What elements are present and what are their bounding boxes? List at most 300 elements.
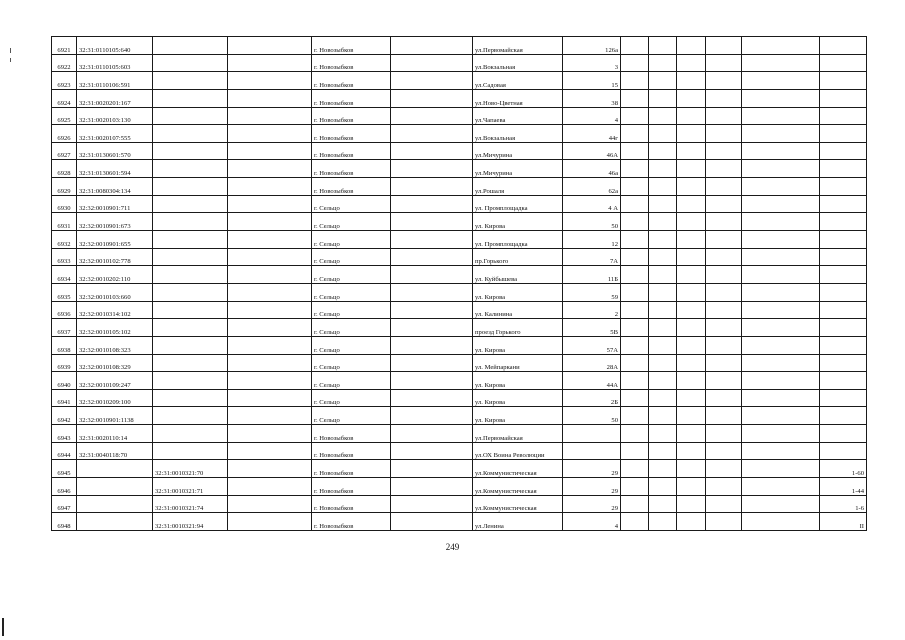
cell-empty xyxy=(649,319,677,337)
cell-empty xyxy=(677,54,706,72)
cell-cadastral-number: 32:32:0010109:247 xyxy=(77,372,153,390)
cell-empty xyxy=(649,142,677,160)
cell-empty xyxy=(649,283,677,301)
cell-empty xyxy=(621,89,649,107)
cell-apartment xyxy=(820,354,867,372)
cell-empty xyxy=(742,231,820,249)
cell-empty xyxy=(742,125,820,143)
cell-empty xyxy=(677,231,706,249)
cell-empty xyxy=(228,283,312,301)
cell-record-number: 6942 xyxy=(52,407,77,425)
cell-empty xyxy=(391,513,473,531)
cell-record-number: 6943 xyxy=(52,425,77,443)
cell-house-number: 126а xyxy=(563,37,621,55)
cell-empty xyxy=(649,513,677,531)
cell-empty xyxy=(677,495,706,513)
cell-building-cadastral-number xyxy=(153,231,228,249)
cell-empty xyxy=(391,231,473,249)
cell-empty xyxy=(391,460,473,478)
cell-empty xyxy=(621,54,649,72)
cell-house-number: 29 xyxy=(563,460,621,478)
cell-empty xyxy=(742,389,820,407)
cell-empty xyxy=(677,319,706,337)
cell-empty xyxy=(621,195,649,213)
cell-empty xyxy=(228,178,312,196)
cell-record-number: 6933 xyxy=(52,248,77,266)
cell-empty xyxy=(228,372,312,390)
cell-city: г. Новозыбков xyxy=(312,54,391,72)
cell-empty xyxy=(706,248,742,266)
cell-empty xyxy=(706,266,742,284)
cell-empty xyxy=(742,372,820,390)
cell-empty xyxy=(391,160,473,178)
cell-empty xyxy=(228,231,312,249)
cell-house-number: 29 xyxy=(563,495,621,513)
cell-city: г. Новозыбков xyxy=(312,425,391,443)
cell-apartment xyxy=(820,442,867,460)
cell-record-number: 6944 xyxy=(52,442,77,460)
cell-empty xyxy=(706,319,742,337)
cell-apartment xyxy=(820,301,867,319)
cell-cadastral-number: 32:31:0110105:603 xyxy=(77,54,153,72)
cell-street: проезд Горького xyxy=(473,319,563,337)
cell-empty xyxy=(621,37,649,55)
cell-empty xyxy=(621,125,649,143)
cell-empty xyxy=(621,319,649,337)
cell-street: ул. Кирова xyxy=(473,372,563,390)
cell-cadastral-number: 32:32:0010901:673 xyxy=(77,213,153,231)
cell-empty xyxy=(391,283,473,301)
cell-empty xyxy=(706,301,742,319)
cell-apartment xyxy=(820,72,867,90)
cell-cadastral-number xyxy=(77,460,153,478)
cell-empty xyxy=(677,283,706,301)
cell-empty xyxy=(742,142,820,160)
cell-city: г. Новозыбков xyxy=(312,107,391,125)
cell-building-cadastral-number xyxy=(153,160,228,178)
cell-building-cadastral-number xyxy=(153,266,228,284)
cell-city: г. Сельцо xyxy=(312,301,391,319)
cell-empty xyxy=(706,407,742,425)
cell-street: ул.Вокзальная xyxy=(473,125,563,143)
cell-street: ул.Первомайская xyxy=(473,425,563,443)
cell-city: г. Новозыбков xyxy=(312,478,391,496)
cell-house-number: 4 xyxy=(563,513,621,531)
cell-empty xyxy=(742,178,820,196)
cell-empty xyxy=(677,442,706,460)
cell-record-number: 6945 xyxy=(52,460,77,478)
table-row xyxy=(52,195,867,213)
cell-cadastral-number xyxy=(77,513,153,531)
cell-empty xyxy=(649,195,677,213)
cell-empty xyxy=(742,89,820,107)
cell-empty xyxy=(621,460,649,478)
cell-street: ул. Кирова xyxy=(473,389,563,407)
cell-empty xyxy=(391,478,473,496)
cell-house-number: 57А xyxy=(563,336,621,354)
registry-table xyxy=(51,36,867,531)
cell-empty xyxy=(677,142,706,160)
cell-empty xyxy=(391,178,473,196)
cell-house-number: 11Б xyxy=(563,266,621,284)
cell-apartment: II xyxy=(820,513,867,531)
cell-street: ул. Куйбышева xyxy=(473,266,563,284)
cell-empty xyxy=(391,319,473,337)
cell-empty xyxy=(742,54,820,72)
cell-building-cadastral-number xyxy=(153,301,228,319)
cell-empty xyxy=(391,425,473,443)
cell-empty xyxy=(742,266,820,284)
cell-empty xyxy=(391,248,473,266)
cell-empty xyxy=(391,336,473,354)
cell-cadastral-number: 32:31:0020107:555 xyxy=(77,125,153,143)
cell-building-cadastral-number xyxy=(153,142,228,160)
cell-cadastral-number: 32:31:0110105:640 xyxy=(77,37,153,55)
cell-empty xyxy=(391,301,473,319)
cell-empty xyxy=(228,213,312,231)
cell-empty xyxy=(677,195,706,213)
cell-empty xyxy=(391,213,473,231)
cell-empty xyxy=(706,160,742,178)
cell-building-cadastral-number xyxy=(153,195,228,213)
cell-empty xyxy=(391,195,473,213)
table-row xyxy=(52,460,867,478)
cell-record-number: 6927 xyxy=(52,142,77,160)
cell-house-number: 2Б xyxy=(563,389,621,407)
cell-street: ул.Мичурина xyxy=(473,142,563,160)
table-row xyxy=(52,407,867,425)
table-row xyxy=(52,442,867,460)
cell-city: г. Новозыбков xyxy=(312,125,391,143)
cell-empty xyxy=(228,389,312,407)
cell-city: г. Новозыбков xyxy=(312,142,391,160)
table-row xyxy=(52,513,867,531)
cell-record-number: 6935 xyxy=(52,283,77,301)
cell-empty xyxy=(677,301,706,319)
cell-building-cadastral-number xyxy=(153,107,228,125)
cell-record-number: 6926 xyxy=(52,125,77,143)
cell-city: г. Новозыбков xyxy=(312,72,391,90)
cell-empty xyxy=(649,354,677,372)
cell-building-cadastral-number xyxy=(153,407,228,425)
cell-empty xyxy=(706,89,742,107)
cell-house-number: 28А xyxy=(563,354,621,372)
cell-empty xyxy=(742,442,820,460)
cell-apartment xyxy=(820,319,867,337)
table-row xyxy=(52,266,867,284)
table-row xyxy=(52,160,867,178)
cell-empty xyxy=(677,336,706,354)
cell-cadastral-number: 32:32:0010108:323 xyxy=(77,336,153,354)
cell-apartment xyxy=(820,336,867,354)
table-row xyxy=(52,283,867,301)
cell-building-cadastral-number xyxy=(153,319,228,337)
cell-empty xyxy=(677,107,706,125)
cell-empty xyxy=(742,495,820,513)
cell-empty xyxy=(228,107,312,125)
cell-building-cadastral-number xyxy=(153,54,228,72)
cell-empty xyxy=(706,372,742,390)
cell-cadastral-number: 32:32:0010102:778 xyxy=(77,248,153,266)
cell-empty xyxy=(742,354,820,372)
cell-city: г. Сельцо xyxy=(312,266,391,284)
cell-empty xyxy=(742,301,820,319)
cell-city: г. Сельцо xyxy=(312,407,391,425)
cell-empty xyxy=(621,178,649,196)
cell-street: ул.Чапаева xyxy=(473,107,563,125)
cell-street: ул. Промплощадка xyxy=(473,195,563,213)
cell-empty xyxy=(742,407,820,425)
table-row xyxy=(52,89,867,107)
cell-street: ул.Коммунистическая xyxy=(473,478,563,496)
table-row xyxy=(52,301,867,319)
cell-city: г. Сельцо xyxy=(312,213,391,231)
cell-empty xyxy=(391,37,473,55)
cell-empty xyxy=(391,389,473,407)
cell-empty xyxy=(649,107,677,125)
cell-empty xyxy=(621,142,649,160)
table-row xyxy=(52,178,867,196)
cell-record-number: 6925 xyxy=(52,107,77,125)
cell-empty xyxy=(706,495,742,513)
cell-house-number: 2 xyxy=(563,301,621,319)
cell-empty xyxy=(706,354,742,372)
cell-building-cadastral-number: 32:31:0010321:94 xyxy=(153,513,228,531)
cell-building-cadastral-number xyxy=(153,89,228,107)
cell-building-cadastral-number xyxy=(153,389,228,407)
table-row xyxy=(52,319,867,337)
cell-cadastral-number: 32:32:0010209:100 xyxy=(77,389,153,407)
cell-apartment xyxy=(820,389,867,407)
cell-empty xyxy=(621,478,649,496)
cell-empty xyxy=(228,460,312,478)
cell-empty xyxy=(742,513,820,531)
cell-empty xyxy=(742,195,820,213)
cell-building-cadastral-number xyxy=(153,372,228,390)
cell-house-number xyxy=(563,425,621,443)
cell-building-cadastral-number xyxy=(153,425,228,443)
cell-empty xyxy=(228,319,312,337)
cell-cadastral-number: 32:31:0020110:14 xyxy=(77,425,153,443)
cell-empty xyxy=(742,72,820,90)
cell-building-cadastral-number: 32:31:0010321:70 xyxy=(153,460,228,478)
cell-house-number: 12 xyxy=(563,231,621,249)
table-row xyxy=(52,125,867,143)
cell-building-cadastral-number xyxy=(153,72,228,90)
cell-empty xyxy=(742,283,820,301)
table-row xyxy=(52,54,867,72)
table-row xyxy=(52,248,867,266)
cell-empty xyxy=(621,283,649,301)
cell-house-number: 5В xyxy=(563,319,621,337)
cell-city: г. Сельцо xyxy=(312,389,391,407)
cell-empty xyxy=(649,372,677,390)
table-row xyxy=(52,142,867,160)
cell-empty xyxy=(649,336,677,354)
cell-empty xyxy=(621,425,649,443)
cell-empty xyxy=(391,354,473,372)
cell-record-number: 6921 xyxy=(52,37,77,55)
cell-empty xyxy=(649,442,677,460)
cell-apartment xyxy=(820,213,867,231)
cell-cadastral-number: 32:31:0130601:570 xyxy=(77,142,153,160)
cell-house-number: 46а xyxy=(563,160,621,178)
scan-margin-mark xyxy=(10,58,11,62)
cell-empty xyxy=(742,425,820,443)
cell-empty xyxy=(391,442,473,460)
cell-record-number: 6922 xyxy=(52,54,77,72)
cell-empty xyxy=(228,266,312,284)
cell-apartment xyxy=(820,107,867,125)
cell-empty xyxy=(649,425,677,443)
cell-empty xyxy=(391,72,473,90)
cell-city: г. Новозыбков xyxy=(312,495,391,513)
cell-street: ул.Ново-Цветная xyxy=(473,89,563,107)
cell-apartment xyxy=(820,283,867,301)
cell-empty xyxy=(228,89,312,107)
cell-empty xyxy=(649,301,677,319)
table-row xyxy=(52,354,867,372)
cell-street: ул.Коммунистическая xyxy=(473,495,563,513)
cell-building-cadastral-number xyxy=(153,354,228,372)
cell-apartment xyxy=(820,125,867,143)
cell-empty xyxy=(228,72,312,90)
table-row xyxy=(52,389,867,407)
cell-record-number: 6940 xyxy=(52,372,77,390)
cell-empty xyxy=(649,478,677,496)
cell-empty xyxy=(677,248,706,266)
cell-building-cadastral-number xyxy=(153,283,228,301)
cell-empty xyxy=(649,213,677,231)
cell-empty xyxy=(742,478,820,496)
cell-empty xyxy=(677,89,706,107)
cell-city: г. Новозыбков xyxy=(312,37,391,55)
cell-cadastral-number: 32:32:0010202:110 xyxy=(77,266,153,284)
cell-building-cadastral-number xyxy=(153,248,228,266)
cell-empty xyxy=(621,336,649,354)
cell-house-number: 44г xyxy=(563,125,621,143)
cell-empty xyxy=(706,442,742,460)
cell-empty xyxy=(677,513,706,531)
cell-house-number: 38 xyxy=(563,89,621,107)
cell-city: г. Новозыбков xyxy=(312,89,391,107)
table-row xyxy=(52,336,867,354)
cell-house-number: 15 xyxy=(563,72,621,90)
cell-empty xyxy=(742,37,820,55)
cell-empty xyxy=(391,54,473,72)
cell-empty xyxy=(391,107,473,125)
cell-street: ул.Рошаля xyxy=(473,178,563,196)
cell-building-cadastral-number xyxy=(153,125,228,143)
cell-empty xyxy=(228,354,312,372)
table-row xyxy=(52,372,867,390)
cell-building-cadastral-number xyxy=(153,37,228,55)
cell-apartment xyxy=(820,160,867,178)
cell-street: ул. Кирова xyxy=(473,213,563,231)
cell-apartment xyxy=(820,54,867,72)
cell-street: ул.Вокзальная xyxy=(473,54,563,72)
cell-empty xyxy=(228,425,312,443)
scan-margin-mark xyxy=(10,48,11,53)
cell-empty xyxy=(649,125,677,143)
cell-empty xyxy=(228,513,312,531)
table-row xyxy=(52,107,867,125)
table-row xyxy=(52,213,867,231)
cell-cadastral-number: 32:32:0010108:329 xyxy=(77,354,153,372)
cell-empty xyxy=(742,460,820,478)
cell-empty xyxy=(706,195,742,213)
cell-street: ул.ОХ Воина Революции xyxy=(473,442,563,460)
cell-empty xyxy=(621,248,649,266)
cell-empty xyxy=(677,372,706,390)
cell-building-cadastral-number xyxy=(153,442,228,460)
cell-house-number: 50 xyxy=(563,213,621,231)
cell-empty xyxy=(742,319,820,337)
cell-city: г. Сельцо xyxy=(312,319,391,337)
scan-margin-mark xyxy=(2,618,4,636)
cell-record-number: 6923 xyxy=(52,72,77,90)
cell-empty xyxy=(621,495,649,513)
cell-empty xyxy=(742,160,820,178)
table-row xyxy=(52,425,867,443)
cell-empty xyxy=(677,160,706,178)
cell-empty xyxy=(706,513,742,531)
cell-empty xyxy=(621,72,649,90)
cell-city: г. Новозыбков xyxy=(312,178,391,196)
cell-cadastral-number: 32:32:0010901:655 xyxy=(77,231,153,249)
cell-empty xyxy=(228,442,312,460)
cell-cadastral-number xyxy=(77,478,153,496)
cell-record-number: 6937 xyxy=(52,319,77,337)
cell-empty xyxy=(391,372,473,390)
cell-house-number: 50 xyxy=(563,407,621,425)
cell-house-number: 44А xyxy=(563,372,621,390)
cell-empty xyxy=(391,495,473,513)
cell-city: г. Сельцо xyxy=(312,231,391,249)
cell-city: г. Сельцо xyxy=(312,195,391,213)
cell-empty xyxy=(649,495,677,513)
cell-house-number: 46А xyxy=(563,142,621,160)
cell-empty xyxy=(706,283,742,301)
cell-empty xyxy=(649,407,677,425)
cell-street: ул.Ленина xyxy=(473,513,563,531)
cell-empty xyxy=(228,407,312,425)
cell-house-number: 7А xyxy=(563,248,621,266)
cell-apartment xyxy=(820,266,867,284)
cell-empty xyxy=(228,195,312,213)
cell-empty xyxy=(706,107,742,125)
cell-city: г. Новозыбков xyxy=(312,442,391,460)
cell-empty xyxy=(677,178,706,196)
cell-apartment xyxy=(820,372,867,390)
cell-empty xyxy=(706,178,742,196)
cell-city: г. Новозыбков xyxy=(312,460,391,478)
cell-apartment xyxy=(820,89,867,107)
cell-building-cadastral-number: 32:31:0010321:71 xyxy=(153,478,228,496)
cell-house-number: 62а xyxy=(563,178,621,196)
table-row xyxy=(52,72,867,90)
cell-empty xyxy=(706,478,742,496)
cell-empty xyxy=(391,89,473,107)
cell-empty xyxy=(228,160,312,178)
table-row xyxy=(52,231,867,249)
cell-empty xyxy=(706,460,742,478)
cell-cadastral-number: 32:31:0020201:167 xyxy=(77,89,153,107)
cell-empty xyxy=(228,125,312,143)
cell-empty xyxy=(621,407,649,425)
cell-record-number: 6929 xyxy=(52,178,77,196)
cell-empty xyxy=(742,107,820,125)
